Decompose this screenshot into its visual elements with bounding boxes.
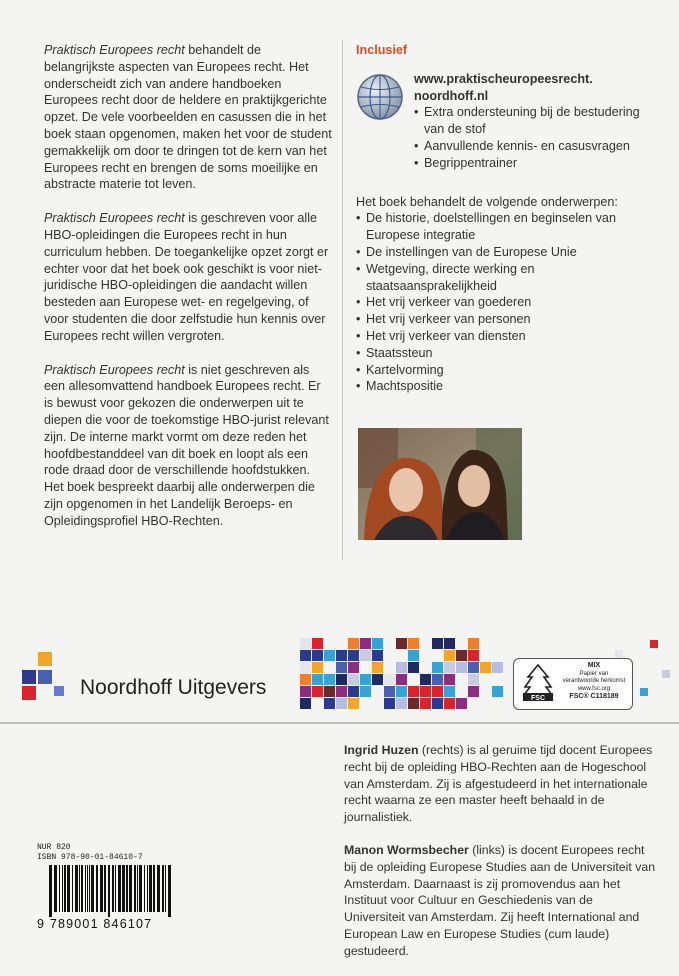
barcode-bar [153,865,155,912]
mosaic-square [432,686,443,697]
inclusief-section [356,42,656,395]
barcode-bar [162,865,164,912]
mosaic-square [300,650,311,661]
barcode-bar [72,865,73,912]
mosaic-square [396,638,407,649]
mosaic-square [444,698,455,709]
inclusief-heading: Inclusief [356,43,408,57]
mosaic-square [360,638,371,649]
description-paragraph-3: Praktisch Europees recht is niet geschreven als een allesomvattend handboek Europees recht. Er is bewust voor gekozen die onderwerpen uit te diepen die voor de toekomstige HBO-jurist relevant zijn. De interne markt vormt om deze reden het hoofdbestanddeel van dit boek en loopt als een rode draad door de verschillende hoofdstukken. Het boek bespreekt daarbij alle onderwerpen die zijn opgenomen in het Landelijk Beroeps- en Opleidingsprofiel HBO-Rechten. [44,362,329,528]
column-divider [342,40,343,560]
list-item: • Het vrij verkeer van personen [356,311,656,328]
barcode-bar [85,865,86,912]
topics-intro: Het boek behandelt de volgende onderwerpen: [356,194,618,209]
mosaic-square [492,662,503,673]
barcode-bar [157,865,160,912]
mosaic-square [640,688,648,696]
fsc-tree-icon [520,663,556,703]
barcode-bar [147,865,148,912]
mosaic-square [420,698,431,709]
mosaic-square [348,686,359,697]
mosaic-square [312,650,323,661]
mosaic-square [444,674,455,685]
mosaic-square [408,638,419,649]
mosaic-square [372,662,383,673]
mosaic-square [492,686,503,697]
mosaic-square [348,674,359,685]
mosaic-square [300,638,311,649]
mosaic-square [650,640,658,648]
barcode-bar [139,865,142,912]
list-item: • Begrippentrainer [414,155,656,172]
noordhoff-logo-icon [22,652,72,700]
list-item: • De instellingen van de Europese Unie [356,244,656,261]
mosaic-square [468,662,479,673]
author-name: Manon Wormsbecher [344,842,469,857]
description-paragraph-2: Praktisch Europees recht is geschreven voor alle HBO-opleidingen die Europees recht in hun curriculum hebben. De toegankelijke opzet zorgt er echter voor dat het boek ook geschikt is voor niet-juridische HBO-opleidingen die aandacht willen besteden aan Europese wet- en regelgeving, of voor studenten die door zelfstudie hun kennis over Europees recht willen vergroten. [44,211,329,343]
website-info [414,71,656,172]
barcode-bar [118,865,121,912]
mosaic-square [480,662,491,673]
authors-photo [358,428,522,540]
mosaic-square [312,686,323,697]
mosaic-square [300,674,311,685]
mosaic-square [360,686,371,697]
mosaic-square [444,662,455,673]
mosaic-square [468,674,479,685]
fsc-label [513,658,633,710]
barcode-bar [126,865,128,912]
mosaic-square [456,650,467,661]
barcode-bar [81,865,83,912]
website-url[interactable]: www.praktischeuropeesrecht. noordhoff.nl [414,71,593,103]
mosaic-square [324,686,335,697]
barcode-bar [115,865,116,912]
mosaic-square [324,650,335,661]
author-name: Ingrid Huzen [344,743,419,757]
description [44,42,332,547]
author-bio-2: Manon Wormsbecher (links) is docent Europees recht bij de opleiding Europese Studies aan de Universiteit van Amsterdam. Daarnaast is zij promovendus aan het Instituut voor Cultuur en Geschiedenis van de Universiteit van Amsterdam. Zij heeft International and European Law en Europese Studies (cum laude) gestudeerd. [344,842,656,958]
barcode-bar [79,865,80,912]
barcode-bar [89,865,90,912]
mosaic-square [456,698,467,709]
mosaic-square [336,674,347,685]
mosaic-square [360,650,371,661]
mosaic-square [456,662,467,673]
list-item: • Kartelvorming [356,362,656,379]
mosaic-square [408,698,419,709]
barcode-bar [165,865,166,912]
mosaic-square [348,662,359,673]
mosaic-square [312,674,323,685]
mosaic-square [396,674,407,685]
mosaic-square [396,698,407,709]
section-separator [0,722,679,724]
mosaic-square [384,698,395,709]
mosaic-square [336,698,347,709]
mosaic-square [324,698,335,709]
inclusief-list [414,104,656,171]
mosaic-square [336,662,347,673]
publisher-name: Noordhoff Uitgevers [80,676,267,699]
globe-icon [356,73,404,121]
mosaic-square [408,650,419,661]
mosaic-square [360,674,371,685]
barcode-bar [64,865,66,912]
barcode-bar [75,865,78,912]
topics-list [356,210,656,395]
barcode-bar [87,865,88,912]
barcode-bar [137,865,138,912]
mosaic-square [372,650,383,661]
barcode-bar [144,865,145,912]
description-paragraph-1: Praktisch Europees recht behandelt de belangrijkste aspecten van Europees recht. Het onderscheidt zich van andere handboeken Europees recht door de heldere en praktijkgerichte opzet. De vele voorbeelden en casussen die in het boek staan opgenomen, maken het voor de student gemakkelijk om door te dringen tot de kern van het Europees recht en brengen de soms moeilijke en abstracte materie tot leven. [44,43,332,192]
mosaic-square [420,686,431,697]
mosaic-square [348,638,359,649]
svg-text:FSC: FSC [531,695,545,702]
mosaic-square [348,650,359,661]
mosaic-square [300,686,311,697]
mosaic-square [384,674,395,685]
nur-code: NUR 820 [37,843,71,852]
mosaic-square [324,674,335,685]
barcode-bar [168,865,171,917]
book-title: Praktisch Europees recht [44,362,185,377]
author-bios [344,742,656,976]
list-item: • Het vrij verkeer van diensten [356,328,656,345]
fsc-text: MIX Papier van verantwoorde herkomst www.fsc.org FSC® C118189 [562,662,626,700]
list-item: • Wetgeving, directe werking en staatsaansprakelijkheid [356,261,656,295]
barcode-bar [54,865,57,912]
website-block [356,71,656,172]
mosaic-square [372,638,383,649]
mosaic-square [615,650,623,658]
barcode-bar [49,865,52,917]
mosaic-square [662,670,670,678]
mosaic-square [408,662,419,673]
mosaic-square [300,662,311,673]
barcode-bar [129,865,132,912]
barcode-bars [47,865,172,917]
barcode-bar [91,865,94,912]
mosaic-square [468,650,479,661]
barcode-bar [104,865,106,912]
mosaic-square [396,686,407,697]
mosaic-square [300,698,311,709]
mosaic-square [312,638,323,649]
mosaic-square [444,638,455,649]
mosaic-square [384,686,395,697]
mosaic-square [336,686,347,697]
mosaic-square [444,650,455,661]
barcode-bar [108,865,110,917]
isbn-code: ISBN 978-90-01-84610-7 [37,852,143,862]
barcode-block [37,843,177,933]
barcode-bar [67,865,70,912]
barcode-bar [62,865,63,912]
list-item: • Extra ondersteuning bij de bestudering van de stof [414,104,656,138]
barcode-bar [149,865,152,912]
barcode-bar [96,865,98,912]
mosaic-square [432,662,443,673]
author-bio-1: Ingrid Huzen (rechts) is al geruime tijd docent Europees recht bij de opleiding HBO-Rechten aan de Hogeschool van Amsterdam. Zij is afgestudeerd in het internationale recht waarna ze een master heeft behaald in de journalistiek. [344,743,653,825]
book-title: Praktisch Europees recht [44,43,185,57]
mosaic-square [336,650,347,661]
mosaic-square [444,686,455,697]
list-item: • Aanvullende kennis- en casusvragen [414,138,656,155]
mosaic-square [348,698,359,709]
list-item: • Machtspositie [356,378,656,395]
mosaic-square [408,686,419,697]
list-item: • Staatssteun [356,345,656,362]
mosaic-square [432,698,443,709]
mosaic-square [432,638,443,649]
barcode-digits: 9 789001 846107 [37,917,153,931]
mosaic-square [396,662,407,673]
barcode-bar [59,865,60,912]
barcode-bar [122,865,125,912]
barcode-bar [134,865,136,912]
list-item: • Het vrij verkeer van goederen [356,294,656,311]
mosaic-square [468,686,479,697]
mosaic-square [420,674,431,685]
mosaic-square [468,638,479,649]
barcode-bar [100,865,103,912]
mosaic-square [312,662,323,673]
mosaic-square [372,674,383,685]
barcode-bar [112,865,114,912]
book-title: Praktisch Europees recht [44,211,185,226]
mosaic-square [432,674,443,685]
list-item: • De historie, doelstellingen en beginselen van Europese integratie [356,210,656,244]
